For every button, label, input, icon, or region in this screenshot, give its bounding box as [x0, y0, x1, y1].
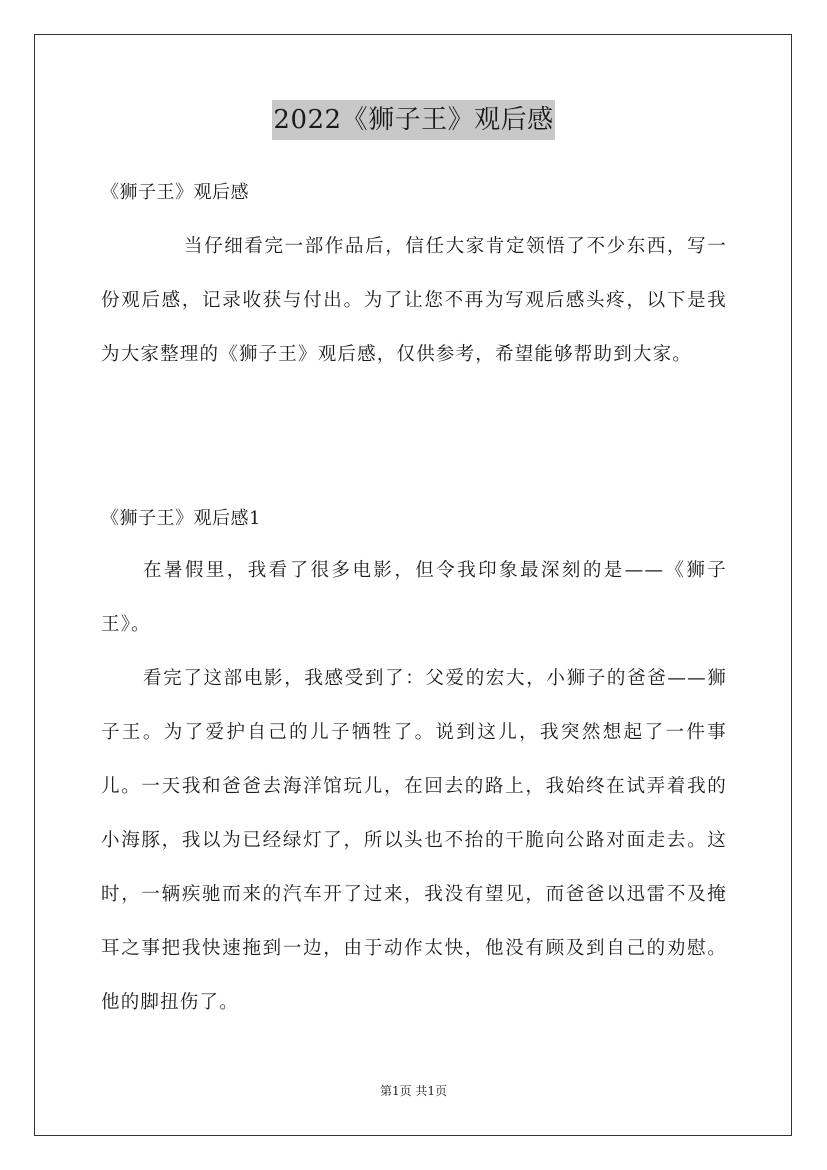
section1-heading: 《狮子王》观后感1: [101, 508, 261, 529]
title-container: [0, 100, 827, 140]
intro-heading: 《狮子王》观后感: [101, 182, 249, 203]
section1-paragraph-2: 看完了这部电影，我感受到了：父爱的宏大，小狮子的爸爸——狮子王。为了爱护自己的儿子牺牲了。说到这儿，我突然想起了一件事儿。一天我和爸爸去海洋馆玩儿，在回去的路上，我始终在试弄着我的小海豚，我以为已经绿灯了，所以头也不抬的干脆向公路对面走去。这时，一辆疾驰而来的汽车开了过来，我没有望见，而爸爸以迅雷不及掩耳之事把我快速拖到一边，由于动作太快，他没有顾及到自己的劝慰。他的脚扭伤了。: [101, 668, 727, 1013]
section1-paragraph-1: 在暑假里，我看了很多电影，但令我印象最深刻的是——《狮子王》。: [101, 560, 727, 635]
page-footer: 第1页 共1页: [379, 1084, 448, 1098]
document-title: 2022《狮子王》观后感: [272, 100, 554, 140]
intro-paragraph: 当仔细看完一部作品后，信任大家肯定领悟了不少东西，写一份观后感，记录收获与付出。为了让您不再为写观后感头疼，以下是我为大家整理的《狮子王》观后感，仅供参考，希望能够帮助到大家。: [101, 236, 727, 365]
